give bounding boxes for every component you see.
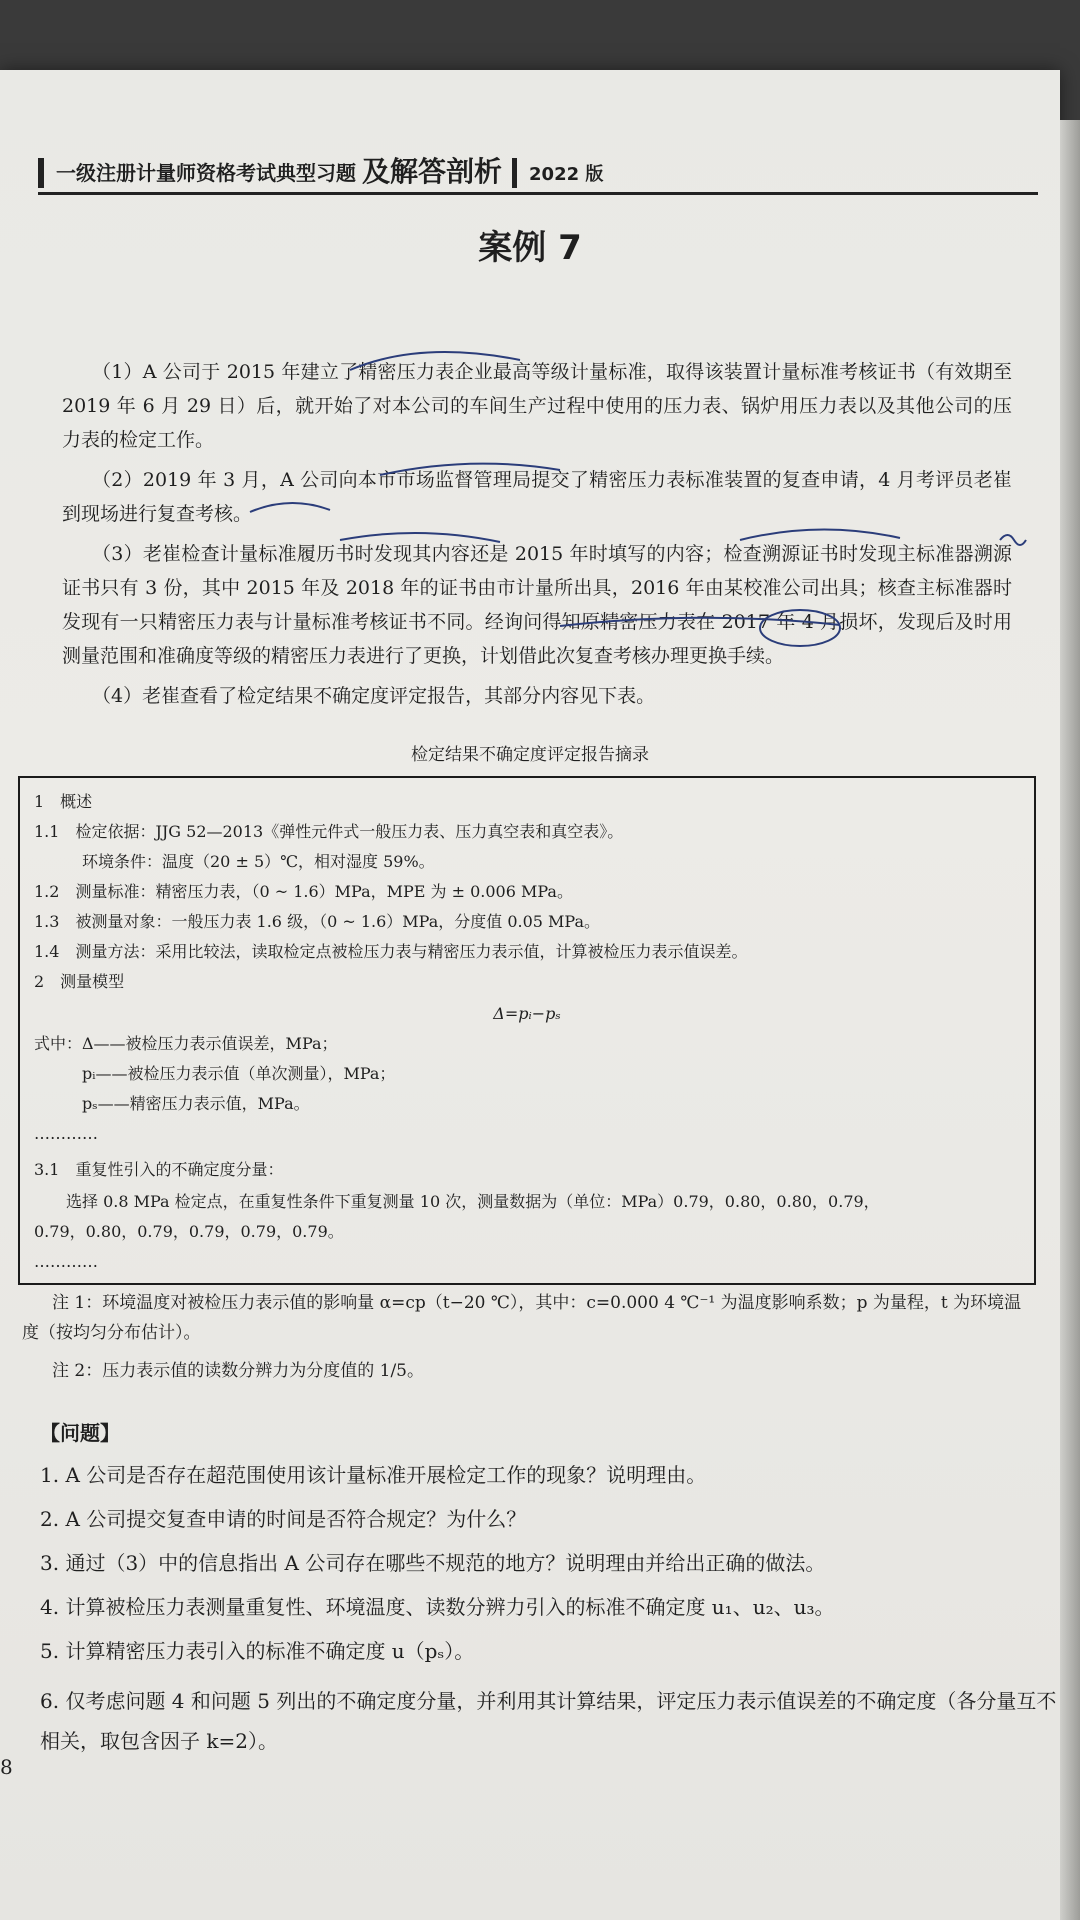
box-line: pₛ——精密压力表示值，MPa。	[34, 1094, 310, 1113]
measurement-model-formula: Δ=pᵢ−pₛ	[493, 1004, 561, 1023]
running-header	[38, 152, 1038, 195]
header-subtitle: 及解答剖析	[362, 155, 503, 188]
case-title: 案例 7	[478, 228, 582, 268]
box-line: …………	[34, 1124, 98, 1143]
page-number: 8	[0, 1755, 13, 1779]
box-line: 0.79，0.80，0.79，0.79，0.79，0.79。	[34, 1222, 344, 1241]
question-5: 5. 计算精密压力表引入的标准不确定度 u（pₛ）。	[40, 1639, 475, 1663]
question-4: 4. 计算被检压力表测量重复性、环境温度、读数分辨力引入的标准不确定度 u₁、u₂、u₃。	[40, 1595, 835, 1619]
box-line: 式中：Δ——被检压力表示值误差，MPa；	[34, 1034, 338, 1053]
header-series: 一级注册计量师资格考试典型习题	[56, 161, 356, 185]
paragraph-4: （4）老崔查看了检定结果不确定度评定报告，其部分内容见下表。	[92, 685, 656, 707]
box-line: 1 概述	[34, 792, 93, 811]
notes	[22, 1288, 1032, 1394]
header-edition: 2022 版	[529, 164, 604, 185]
header-bar-left	[38, 158, 44, 188]
note-1: 注 1：环境温度对被检压力表示值的影响量 α=cp（t−20 ℃），其中：c=0.000 4 ℃⁻¹ 为温度影响系数；p 为量程，t 为环境温度（按均匀分布估计）。	[22, 1293, 1022, 1343]
box-line: …………	[34, 1252, 98, 1271]
question-3: 3. 通过（3）中的信息指出 A 公司存在哪些不规范的地方？说明理由并给出正确的做法。	[40, 1551, 826, 1575]
box-line: 1.2 测量标准：精密压力表，（0 ~ 1.6）MPa，MPE 为 ± 0.006 MPa。	[34, 882, 573, 901]
paragraph-1: （1）A 公司于 2015 年建立了精密压力表企业最高等级计量标准，取得该装置计量标准考核证书（有效期至 2019 年 6 月 29 日）后，就开始了对本公司的车间生产过程中使用的压力表、锅炉用压力表以及其他公司的压力表的检定工作。	[62, 361, 1012, 451]
case-body	[62, 355, 1012, 719]
report-excerpt-box	[18, 776, 1036, 1285]
box-line: 3.1 重复性引入的不确定度分量：	[34, 1160, 284, 1179]
note-2: 注 2：压力表示值的读数分辨力为分度值的 1/5。	[52, 1361, 424, 1381]
question-2: 2. A 公司提交复查申请的时间是否符合规定？为什么？	[40, 1507, 527, 1531]
box-line: 2 测量模型	[34, 972, 125, 991]
questions-heading: 【问题】	[40, 1421, 120, 1445]
book-page	[0, 70, 1060, 1920]
table-title: 检定结果不确定度评定报告摘录	[411, 745, 649, 765]
box-line: 1.4 测量方法：采用比较法，读取检定点被检压力表与精密压力表示值，计算被检压力表示值误差。	[34, 942, 748, 961]
box-line: 1.1 检定依据：JJG 52—2013《弹性元件式一般压力表、压力真空表和真空表》。	[34, 822, 624, 841]
box-line: 1.3 被测量对象：一般压力表 1.6 级，（0 ~ 1.6）MPa，分度值 0.05 MPa。	[34, 912, 601, 931]
header-bar-mid	[512, 158, 517, 188]
question-1: 1. A 公司是否存在超范围使用该计量标准开展检定工作的现象？说明理由。	[40, 1463, 707, 1487]
paragraph-3: （3）老崔检查计量标准履历书时发现其内容还是 2015 年时填写的内容；检查溯源证书时发现主标准器溯源证书只有 3 份，其中 2015 年及 2018 年的证书由市计量所出具，2016 年由某校准公司出具；核查主标准器时发现有一只精密压力表与计量标准考核证书不同。经询问得知原精密压力表在 2017 年 4 月损坏，发现后及时用测量范围和准确度等级的精密压力表进行了更换，计划借此次复查考核办理更换手续。	[62, 543, 1012, 667]
paragraph-2: （2）2019 年 3 月，A 公司向本市市场监督管理局提交了精密压力表标准装置的复查申请，4 月考评员老崔到现场进行复查考核。	[62, 469, 1012, 525]
page-edge-shadow	[1060, 120, 1080, 1920]
box-line: 选择 0.8 MPa 检定点，在重复性条件下重复测量 10 次，测量数据为（单位：MPa）0.79，0.80，0.80，0.79，	[34, 1192, 880, 1211]
box-line: pᵢ——被检压力表示值（单次测量），MPa；	[34, 1064, 396, 1083]
question-6: 6. 仅考虑问题 4 和问题 5 列出的不确定度分量，并利用其计算结果，评定压力表示值误差的不确定度（各分量互不相关，取包含因子 k=2）。	[40, 1689, 1057, 1753]
box-line: 环境条件：温度（20 ± 5）℃，相对湿度 59%。	[34, 852, 435, 871]
